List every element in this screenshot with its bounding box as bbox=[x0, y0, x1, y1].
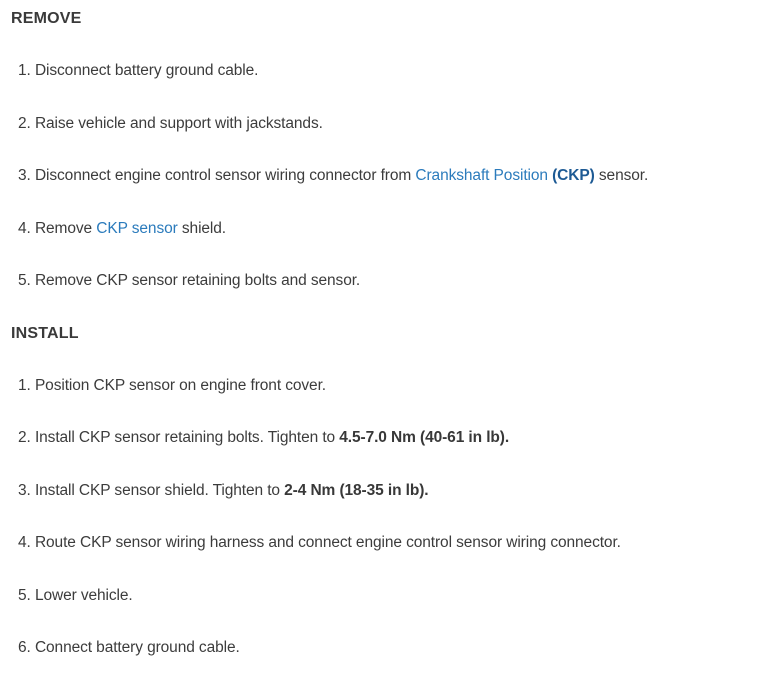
procedure-sections bbox=[11, 10, 748, 656]
step-number: 3. bbox=[18, 167, 35, 184]
step-text: Remove CKP sensor retaining bolts and sensor. bbox=[34, 272, 361, 289]
list-item bbox=[11, 429, 748, 446]
step-text: Position CKP sensor on engine front cover. bbox=[34, 376, 326, 394]
inline-link[interactable]: (CKP) bbox=[552, 167, 595, 184]
step-number: 4. bbox=[18, 219, 35, 237]
list-item bbox=[11, 377, 748, 394]
step-text: Disconnect battery ground cable. bbox=[34, 62, 259, 79]
step-text: Lower vehicle. bbox=[34, 586, 133, 604]
step-text: Remove bbox=[34, 219, 97, 237]
inline-link[interactable]: CKP sensor bbox=[96, 219, 178, 237]
inline-link[interactable]: Crankshaft Position bbox=[415, 167, 548, 184]
step-number: 2. bbox=[18, 429, 35, 446]
step-text: shield. bbox=[177, 219, 226, 237]
list-item bbox=[11, 167, 748, 184]
step-number: 6. bbox=[18, 639, 35, 656]
list-item bbox=[11, 115, 748, 132]
step-text: Raise vehicle and support with jackstands. bbox=[34, 114, 323, 132]
list-item bbox=[11, 639, 748, 656]
section-remove bbox=[11, 10, 748, 289]
list-item bbox=[11, 534, 748, 551]
step-number: 2. bbox=[18, 114, 35, 132]
list-item bbox=[11, 587, 748, 604]
list-item bbox=[11, 482, 748, 499]
step-text: Connect battery ground cable. bbox=[34, 639, 240, 656]
step-number: 4. bbox=[18, 534, 35, 551]
step-text: Route CKP sensor wiring harness and connect engine control sensor wiring connector. bbox=[34, 534, 621, 551]
step-number: 5. bbox=[18, 586, 35, 604]
step-text: Disconnect engine control sensor wiring connector from bbox=[34, 167, 416, 184]
step-text: sensor. bbox=[594, 167, 649, 184]
step-text: Install CKP sensor shield. Tighten to bbox=[34, 481, 285, 499]
section-title: REMOVE bbox=[11, 10, 82, 27]
section-install bbox=[11, 325, 748, 657]
list-item bbox=[11, 272, 748, 289]
step-text: 2-4 Nm (18-35 in lb). bbox=[284, 481, 429, 499]
step-text: 4.5-7.0 Nm (40-61 in lb). bbox=[339, 429, 510, 446]
section-title: INSTALL bbox=[11, 324, 79, 342]
step-number: 1. bbox=[18, 62, 35, 79]
step-number: 5. bbox=[18, 272, 35, 289]
step-number: 1. bbox=[18, 376, 35, 394]
list-item bbox=[11, 220, 748, 237]
step-number: 3. bbox=[18, 481, 35, 499]
list-item bbox=[11, 62, 748, 79]
step-text: Install CKP sensor retaining bolts. Tighten to bbox=[34, 429, 340, 446]
